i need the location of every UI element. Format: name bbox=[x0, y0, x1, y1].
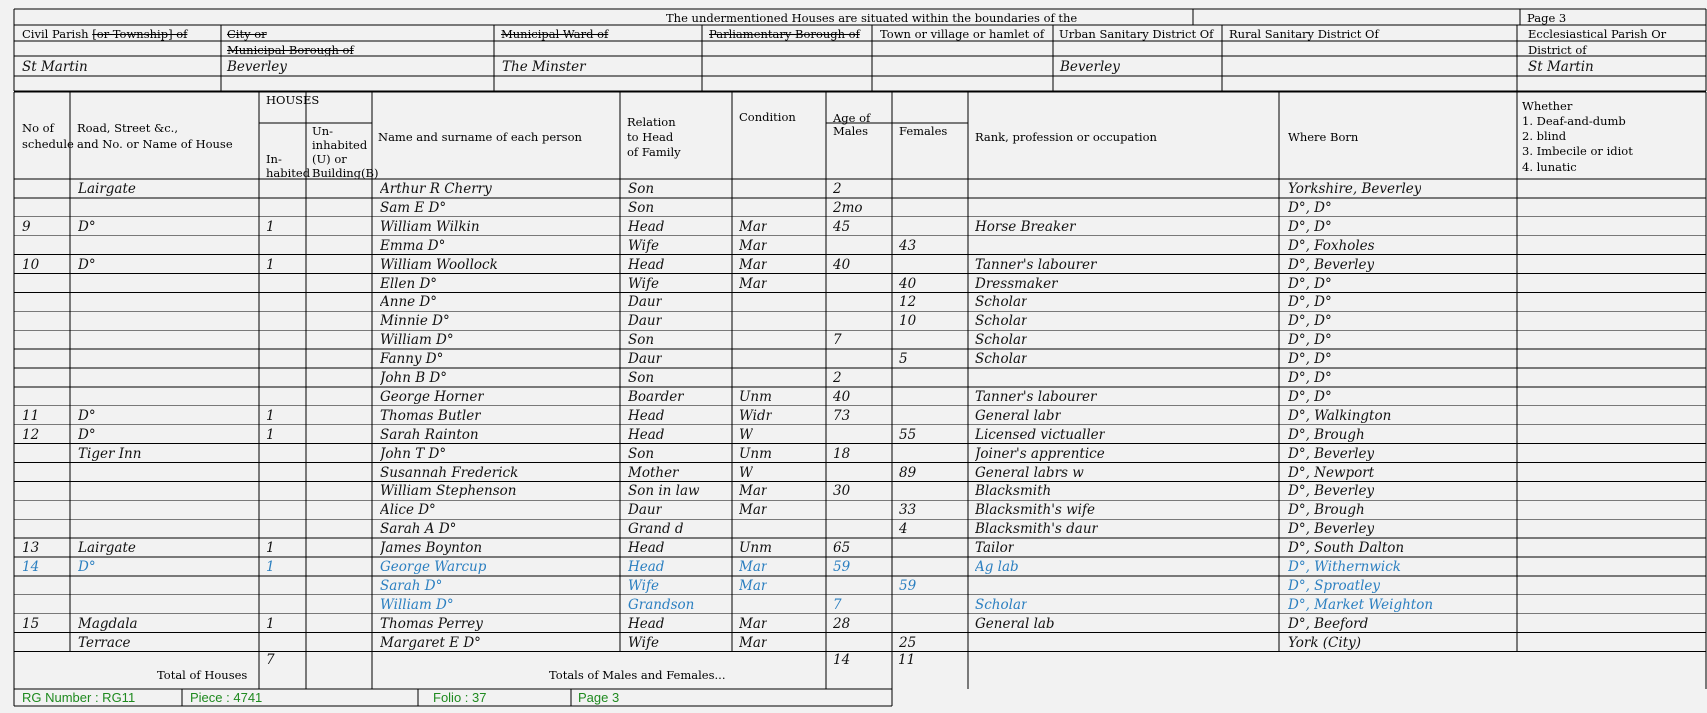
where-born-cell: D°, D° bbox=[1288, 218, 1332, 235]
name-cell: Arthur R Cherry bbox=[380, 181, 492, 197]
footer-page: Page 3 bbox=[578, 690, 620, 705]
occupation-cell: Tailor bbox=[975, 540, 1015, 557]
relation-cell: Boarder bbox=[628, 388, 684, 405]
name-cell: George Warcup bbox=[380, 559, 487, 575]
condition-cell: W bbox=[739, 426, 753, 443]
condition-cell: W bbox=[739, 464, 753, 481]
uninhabited-header-4: Building(B) bbox=[312, 166, 379, 180]
name-cell: Fanny D° bbox=[380, 351, 444, 368]
males-cell: 2 bbox=[833, 181, 842, 197]
piece-number: Piece : 4741 bbox=[190, 690, 263, 705]
road-cell: D° bbox=[78, 559, 96, 575]
inhabited-cell: 1 bbox=[266, 218, 275, 235]
relation-cell: Grandson bbox=[628, 596, 695, 613]
occupation-cell: Scholar bbox=[975, 351, 1028, 368]
name-cell: Sarah D° bbox=[380, 577, 443, 594]
relation-cell: Son bbox=[628, 370, 655, 386]
whether-option-3: 3. Imbecile or idiot bbox=[1522, 144, 1633, 158]
ecclesiastical-label-2: District of bbox=[1528, 43, 1587, 57]
males-cell: 40 bbox=[833, 388, 851, 405]
occupation-cell: Tanner's labourer bbox=[975, 256, 1097, 273]
road-cell: Terrace bbox=[78, 634, 131, 651]
where-born-cell: D°, D° bbox=[1288, 351, 1332, 368]
males-header: Males bbox=[833, 124, 869, 138]
males-cell: 28 bbox=[833, 615, 851, 632]
females-cell: 59 bbox=[899, 577, 917, 594]
condition-cell: Mar bbox=[739, 218, 768, 235]
relation-cell: Head bbox=[628, 407, 665, 424]
where-born-cell: D°, D° bbox=[1288, 388, 1332, 405]
road-header-2: and No. or Name of House bbox=[77, 137, 233, 151]
condition-cell: Mar bbox=[739, 615, 768, 632]
schedule-header-2: schedule bbox=[22, 137, 74, 151]
males-cell: 59 bbox=[833, 559, 851, 575]
schedule-cell: 9 bbox=[22, 218, 31, 235]
road-cell: Tiger Inn bbox=[78, 445, 142, 462]
condition-cell: Mar bbox=[739, 502, 768, 519]
inhabited-cell: 1 bbox=[266, 540, 275, 557]
name-cell: Sarah Rainton bbox=[380, 426, 479, 443]
name-cell: George Horner bbox=[380, 388, 484, 405]
relation-cell: Son bbox=[628, 181, 655, 197]
inhabited-cell: 1 bbox=[266, 407, 275, 424]
males-cell: 30 bbox=[833, 483, 851, 500]
males-cell: 40 bbox=[833, 256, 851, 273]
whether-option-2: 2. blind bbox=[1522, 129, 1567, 143]
name-cell: Anne D° bbox=[380, 294, 437, 311]
total-females-value: 11 bbox=[898, 652, 916, 668]
males-cell: 7 bbox=[833, 596, 842, 613]
relation-header-3: of Family bbox=[627, 145, 681, 159]
where-born-cell: D°, Beeford bbox=[1288, 615, 1369, 632]
females-cell: 89 bbox=[899, 464, 917, 481]
urban-sanitary-value: Beverley bbox=[1060, 59, 1120, 75]
occupation-cell: Horse Breaker bbox=[975, 218, 1076, 235]
occupation-cell: Scholar bbox=[975, 332, 1028, 349]
where-born-cell: D°, D° bbox=[1288, 294, 1332, 311]
condition-cell: Unm bbox=[739, 445, 772, 462]
urban-sanitary-label: Urban Sanitary District Of bbox=[1059, 27, 1214, 41]
whether-option-4: 4. lunatic bbox=[1522, 160, 1577, 174]
occupation-cell: Licensed victualler bbox=[975, 426, 1106, 443]
where-born-cell: D°, D° bbox=[1288, 313, 1332, 330]
relation-cell: Head bbox=[628, 426, 665, 443]
inhabited-header: In- bbox=[266, 152, 282, 166]
females-cell: 43 bbox=[899, 237, 917, 254]
relation-cell: Daur bbox=[628, 313, 663, 330]
occupation-cell: Scholar bbox=[975, 294, 1028, 311]
houses-header: HOUSES bbox=[266, 93, 320, 107]
name-cell: Alice D° bbox=[380, 502, 436, 519]
relation-cell: Wife bbox=[628, 275, 659, 292]
inhabited-header-2: habited bbox=[266, 166, 311, 180]
occupation-cell: Tanner's labourer bbox=[975, 388, 1097, 405]
relation-cell: Grand d bbox=[628, 521, 684, 538]
rural-sanitary-label: Rural Sanitary District Of bbox=[1229, 27, 1379, 41]
where-born-cell: D°, Sproatley bbox=[1288, 577, 1381, 594]
name-cell: Sarah A D° bbox=[380, 521, 457, 538]
where-born-cell: D°, Beverley bbox=[1288, 445, 1375, 462]
where-born-cell: D°, Market Weighton bbox=[1288, 596, 1434, 613]
parliamentary-borough-label: Parliamentary Borough of bbox=[709, 27, 860, 41]
occupation-cell: Dressmaker bbox=[975, 275, 1058, 292]
ecclesiastical-value: St Martin bbox=[1528, 59, 1594, 75]
relation-cell: Mother bbox=[628, 464, 679, 481]
occupation-cell: Blacksmith's daur bbox=[975, 521, 1098, 538]
condition-cell: Mar bbox=[739, 237, 768, 254]
name-cell: Susannah Frederick bbox=[380, 464, 519, 481]
relation-cell: Head bbox=[628, 256, 665, 273]
females-cell: 5 bbox=[899, 351, 908, 368]
inhabited-cell: 1 bbox=[266, 559, 275, 575]
name-cell: Emma D° bbox=[380, 237, 446, 254]
where-born-cell: D°, Brough bbox=[1288, 426, 1365, 443]
males-cell: 65 bbox=[833, 540, 851, 557]
relation-cell: Head bbox=[628, 218, 665, 235]
total-houses-label: Total of Houses bbox=[157, 668, 248, 682]
where-born-cell: D°, D° bbox=[1288, 370, 1332, 386]
females-cell: 25 bbox=[899, 634, 917, 651]
where-born-cell: D°, Beverley bbox=[1288, 521, 1375, 538]
civil-parish-value: St Martin bbox=[22, 59, 88, 75]
name-cell: John T D° bbox=[380, 445, 447, 462]
folio-number: Folio : 37 bbox=[433, 690, 487, 705]
relation-cell: Son in law bbox=[628, 483, 700, 500]
name-cell: James Boynton bbox=[380, 540, 483, 557]
total-males-value: 14 bbox=[833, 652, 851, 668]
where-born-cell: D°, Foxholes bbox=[1288, 237, 1375, 254]
name-cell: Minnie D° bbox=[380, 313, 450, 330]
rg-number: RG Number : RG11 bbox=[22, 690, 136, 705]
condition-cell: Mar bbox=[739, 256, 768, 273]
name-cell: Sam E D° bbox=[380, 199, 447, 216]
relation-cell: Wife bbox=[628, 577, 659, 594]
name-cell: John B D° bbox=[380, 370, 448, 386]
name-cell: William Woollock bbox=[380, 256, 498, 273]
road-cell: D° bbox=[78, 407, 96, 424]
where-born-cell: D°, D° bbox=[1288, 199, 1332, 216]
occupation-cell: General lab bbox=[975, 615, 1055, 632]
where-born-header: Where Born bbox=[1288, 130, 1359, 144]
relation-cell: Wife bbox=[628, 237, 659, 254]
where-born-cell: D°, South Dalton bbox=[1288, 540, 1405, 557]
road-cell: Magdala bbox=[78, 615, 138, 632]
name-cell: Thomas Butler bbox=[380, 407, 481, 424]
name-cell: William D° bbox=[380, 332, 454, 349]
city-label: City or bbox=[227, 27, 267, 41]
ecclesiastical-label: Ecclesiastical Parish Or bbox=[1528, 27, 1667, 41]
condition-cell: Mar bbox=[739, 275, 768, 292]
road-header: Road, Street &c., bbox=[77, 121, 178, 135]
occupation-cell: General labrs w bbox=[975, 464, 1084, 481]
where-born-cell: D°, Beverley bbox=[1288, 483, 1375, 500]
schedule-cell: 10 bbox=[22, 256, 40, 273]
males-cell: 73 bbox=[833, 407, 851, 424]
town-village-label: Town or village or hamlet of bbox=[880, 27, 1045, 41]
where-born-cell: D°, Walkington bbox=[1288, 407, 1392, 424]
schedule-cell: 15 bbox=[22, 615, 40, 632]
occupation-cell: Blacksmith's wife bbox=[975, 502, 1095, 519]
relation-cell: Wife bbox=[628, 634, 659, 651]
uninhabited-header-2: inhabited bbox=[312, 138, 368, 152]
uninhabited-header: Un- bbox=[312, 124, 333, 138]
name-cell: William Wilkin bbox=[380, 218, 480, 235]
condition-cell: Mar bbox=[739, 634, 768, 651]
banner-text: The undermentioned Houses are situated within the boundaries of the bbox=[666, 11, 1078, 25]
age-of-header: Age of bbox=[833, 111, 871, 125]
whether-header: Whether bbox=[1522, 99, 1573, 113]
males-cell: 2 bbox=[833, 370, 842, 386]
road-cell: D° bbox=[78, 256, 96, 273]
name-cell: Margaret E D° bbox=[380, 634, 481, 651]
road-cell: Lairgate bbox=[78, 181, 136, 197]
where-born-cell: D°, D° bbox=[1288, 275, 1332, 292]
municipal-ward-label: Municipal Ward of bbox=[501, 27, 609, 41]
males-cell: 45 bbox=[833, 218, 851, 235]
where-born-cell: Yorkshire, Beverley bbox=[1288, 181, 1422, 197]
occupation-cell: Blacksmith bbox=[975, 483, 1052, 500]
occupation-cell: Scholar bbox=[975, 313, 1028, 330]
relation-cell: Daur bbox=[628, 502, 663, 519]
road-cell: Lairgate bbox=[78, 540, 136, 557]
condition-cell: Mar bbox=[739, 577, 768, 594]
page-label: Page 3 bbox=[1527, 11, 1567, 25]
schedule-cell: 13 bbox=[22, 540, 40, 557]
name-cell: Ellen D° bbox=[380, 275, 438, 292]
occupation-cell: Scholar bbox=[975, 596, 1028, 613]
condition-cell: Mar bbox=[739, 559, 768, 575]
occupation-cell: Ag lab bbox=[975, 559, 1019, 575]
occupation-cell: Joiner's apprentice bbox=[975, 445, 1105, 462]
females-cell: 12 bbox=[899, 294, 917, 311]
relation-cell: Son bbox=[628, 199, 655, 216]
municipal-ward-value: The Minster bbox=[502, 59, 586, 75]
where-born-cell: D°, D° bbox=[1288, 332, 1332, 349]
schedule-cell: 11 bbox=[22, 407, 40, 424]
schedule-cell: 12 bbox=[22, 426, 40, 443]
inhabited-cell: 1 bbox=[266, 426, 275, 443]
inhabited-cell: 1 bbox=[266, 615, 275, 632]
road-cell: D° bbox=[78, 426, 96, 443]
relation-header: Relation bbox=[627, 115, 676, 129]
occupation-cell: General labr bbox=[975, 407, 1062, 424]
municipal-borough-label: Municipal Borough of bbox=[227, 43, 354, 57]
females-cell: 4 bbox=[899, 521, 908, 538]
condition-header: Condition bbox=[739, 110, 796, 124]
relation-cell: Head bbox=[628, 615, 665, 632]
females-cell: 40 bbox=[899, 275, 917, 292]
relation-cell: Daur bbox=[628, 351, 663, 368]
where-born-cell: York (City) bbox=[1288, 634, 1362, 651]
occupation-header: Rank, profession or occupation bbox=[975, 130, 1157, 144]
relation-cell: Son bbox=[628, 332, 655, 349]
name-cell: William D° bbox=[380, 596, 454, 613]
where-born-cell: D°, Beverley bbox=[1288, 256, 1375, 273]
males-cell: 7 bbox=[833, 332, 842, 349]
where-born-cell: D°, Newport bbox=[1288, 464, 1375, 481]
uninhabited-header-3: (U) or bbox=[312, 152, 347, 166]
relation-cell: Son bbox=[628, 445, 655, 462]
males-cell: 18 bbox=[833, 445, 851, 462]
name-cell: William Stephenson bbox=[380, 483, 517, 500]
where-born-cell: D°, Brough bbox=[1288, 502, 1365, 519]
condition-cell: Widr bbox=[739, 407, 773, 424]
relation-header-2: to Head bbox=[627, 130, 674, 144]
city-value: Beverley bbox=[227, 59, 287, 75]
relation-cell: Daur bbox=[628, 294, 663, 311]
condition-cell: Unm bbox=[739, 388, 772, 405]
females-header: Females bbox=[899, 124, 948, 138]
females-cell: 10 bbox=[899, 313, 917, 330]
road-cell: D° bbox=[78, 218, 96, 235]
females-cell: 33 bbox=[899, 502, 917, 519]
relation-cell: Head bbox=[628, 540, 665, 557]
females-cell: 55 bbox=[899, 426, 917, 443]
schedule-header: No of bbox=[22, 121, 54, 135]
civil-parish-label: Civil Parish [or Township] of bbox=[22, 27, 188, 41]
condition-cell: Unm bbox=[739, 540, 772, 557]
schedule-cell: 14 bbox=[22, 559, 40, 575]
relation-cell: Head bbox=[628, 559, 665, 575]
inhabited-cell: 1 bbox=[266, 256, 275, 273]
whether-option-1: 1. Deaf-and-dumb bbox=[1522, 114, 1626, 128]
name-cell: Thomas Perrey bbox=[380, 615, 483, 632]
total-persons-label: Totals of Males and Females... bbox=[549, 668, 726, 682]
total-houses-value: 7 bbox=[266, 652, 275, 668]
name-header: Name and surname of each person bbox=[378, 130, 582, 144]
where-born-cell: D°, Withernwick bbox=[1288, 559, 1401, 575]
condition-cell: Mar bbox=[739, 483, 768, 500]
males-cell: 2mo bbox=[833, 199, 863, 216]
